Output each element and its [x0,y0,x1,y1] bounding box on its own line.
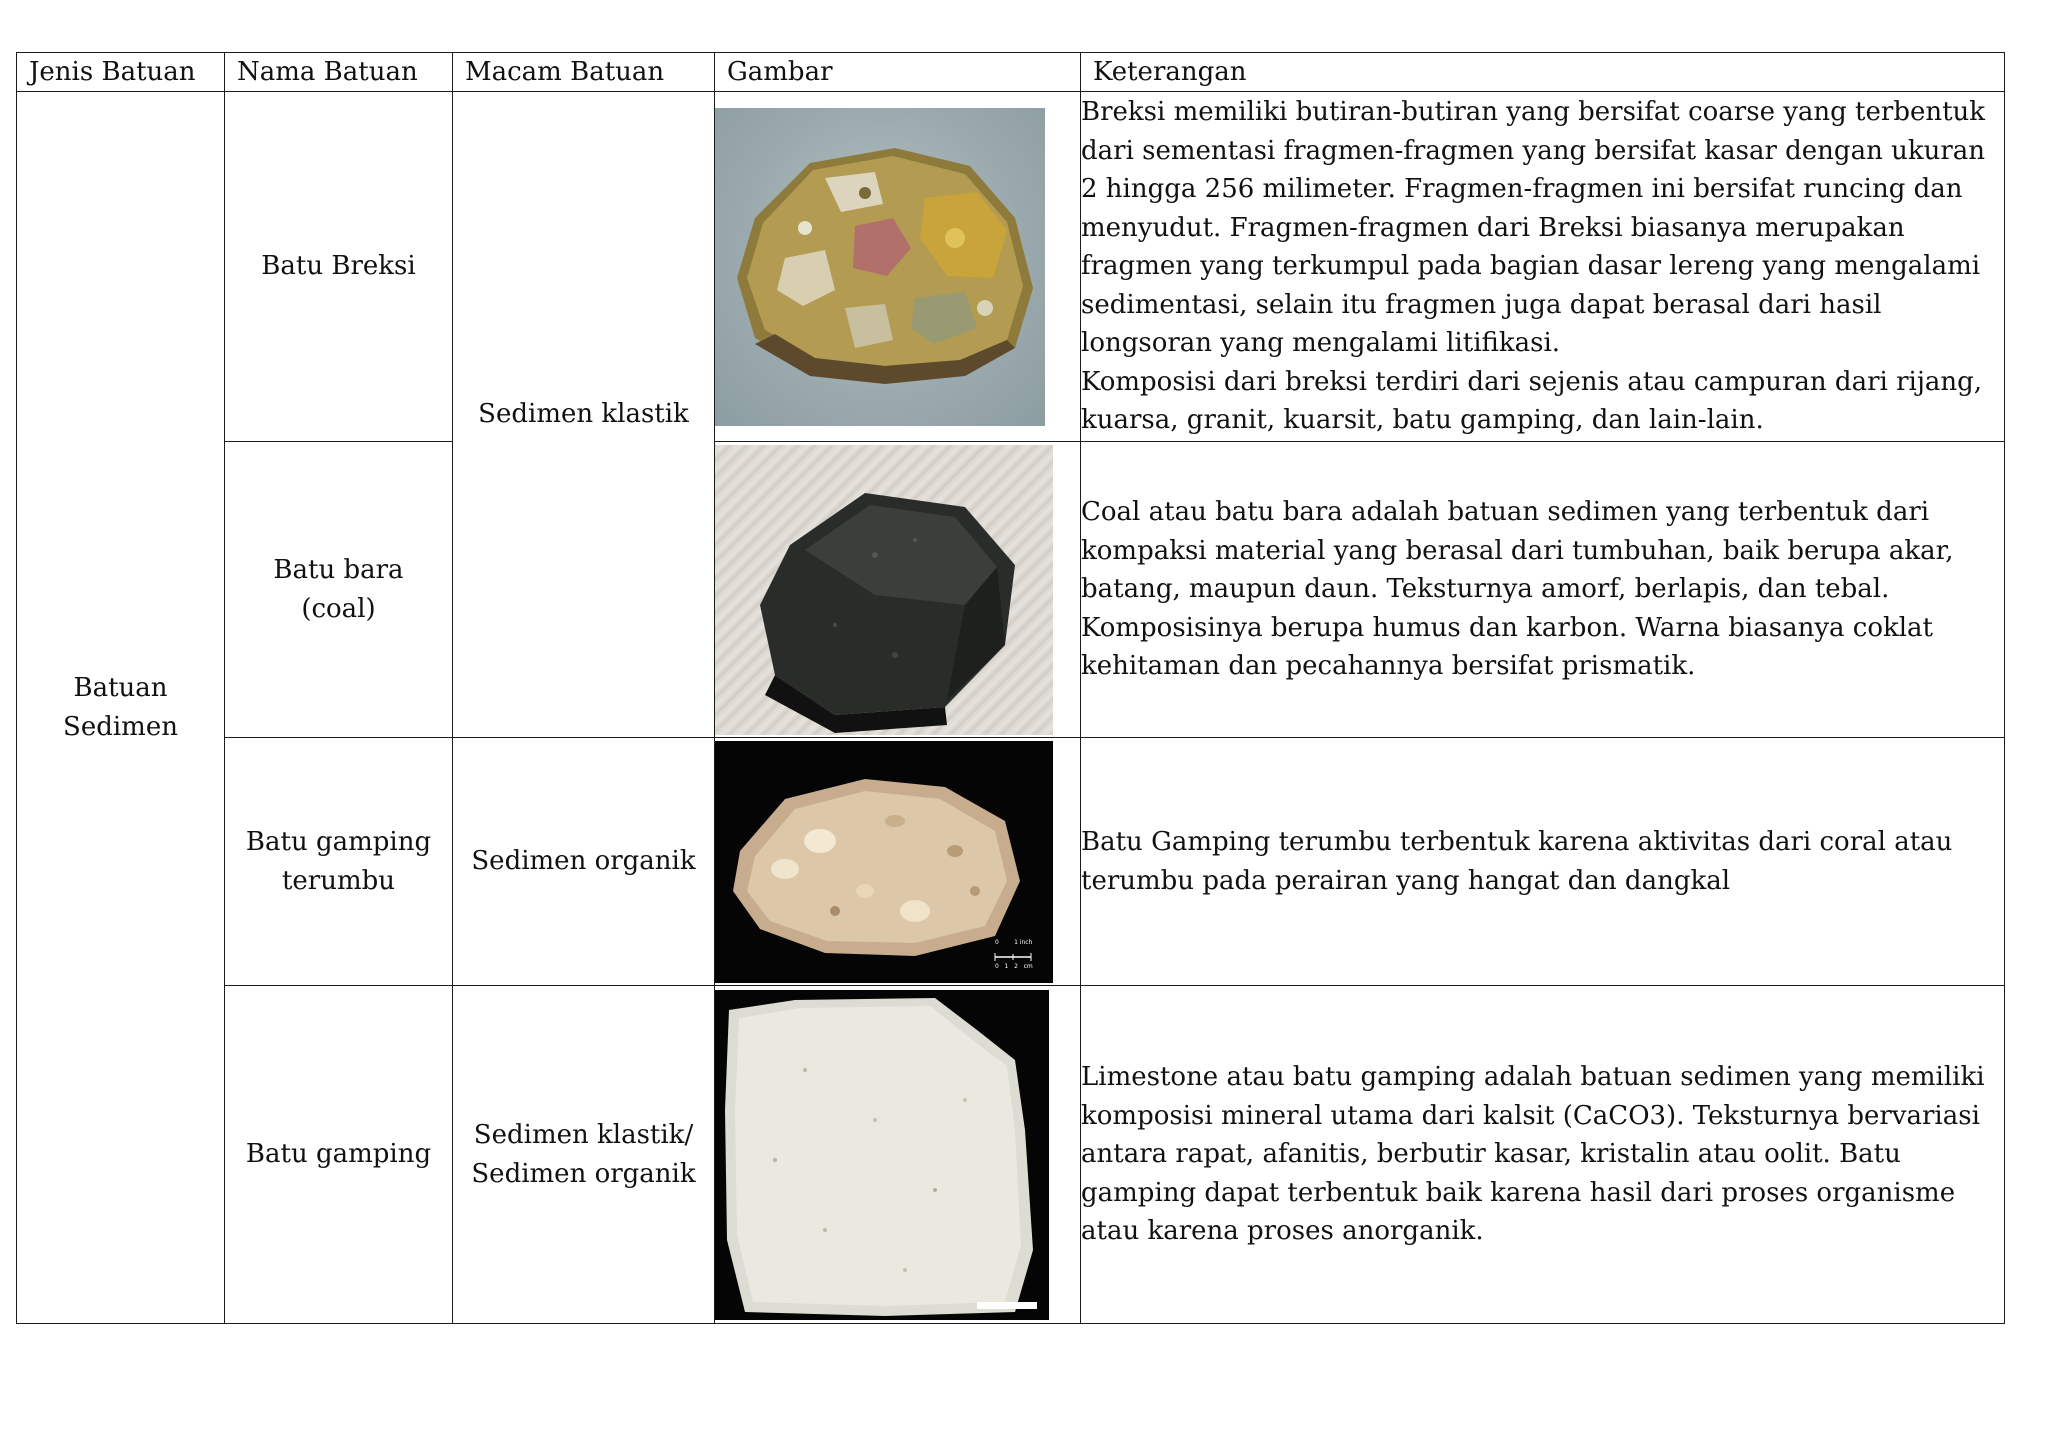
gambar-cell [715,92,1081,442]
nama-batuan-cell [225,442,453,738]
keterangan-text: Coal atau batu bara adalah batuan sedimen yang terbentuk dari kompaksi material yang berasal dari tumbuhan, baik berupa akar, batang, maupun daun. Teksturnya amorf, berlapis, dan tebal. Komposisinya berupa humus dan karbon. Warna biasanya coklat kehitaman dan pecahannya bersifat prismatik. [1081,497,1954,682]
gambar-cell [715,442,1081,738]
keterangan-text-komposisi: Komposisi dari breksi terdiri dari sejenis atau campuran dari rijang, kuarsa, granit, kuarsit, batu gamping, dan lain-lain. [1081,366,1983,436]
limestone-block-photo [715,990,1049,1320]
macam-batuan-label: Sedimen klastik/ [473,1120,694,1150]
keterangan-text: Breksi memiliki butiran-butiran yang bersifat coarse yang terbentuk dari sementasi fragmen-fragmen yang bersifat kasar dengan ukuran 2 hingga 256 milimeter. Fragmen-fragmen ini bersifat runcing dan menyudut. Fragmen-fragmen dari Breksi biasanya merupakan fragmen yang terkumpul pada bagian dasar lereng yang mengalami sedimentasi, selain itu fragmen juga dapat berasal dari hasil longsoran yang mengalami litifikasi. [1081,97,1986,359]
macam-batuan-label: Sedimen klastik [478,399,689,430]
jenis-batuan-cell [17,92,225,1324]
nama-batuan-label: Batu gamping [245,827,432,857]
table-row [17,738,2005,986]
nama-batuan-cell [225,738,453,986]
scale-bar-inch-label: 0 1 inch [995,938,1033,946]
keterangan-cell [1081,738,2005,986]
coral-limestone-photo [715,741,1053,983]
gambar-cell [715,738,1081,986]
header-keterangan: Keterangan [1081,53,2005,92]
header-nama-batuan: Nama Batuan [225,53,453,92]
macam-batuan-cell [453,738,715,986]
rock-classification-table [16,52,2005,1324]
nama-batuan-label-line2: terumbu [281,865,396,896]
keterangan-cell [1081,92,2005,442]
nama-batuan-label: Batu Breksi [261,251,416,282]
table-header-row [17,53,2005,92]
coal-rock-photo [715,445,1053,735]
keterangan-text: Batu Gamping terumbu terbentuk karena aktivitas dari coral atau terumbu pada perairan yang hangat dan dangkal [1081,827,1953,896]
nama-batuan-label: Batu gamping [245,1139,432,1170]
header-gambar: Gambar [715,53,1081,92]
table-row [17,986,2005,1324]
keterangan-cell [1081,442,2005,738]
jenis-batuan-label: Batuan Sedimen [63,673,178,742]
macam-batuan-label-line2: Sedimen organik [471,1158,696,1189]
macam-batuan-cell [453,986,715,1324]
nama-batuan-cell [225,92,453,442]
gambar-cell [715,986,1081,1324]
table-row [17,442,2005,738]
table-row [17,92,2005,442]
header-jenis-batuan: Jenis Batuan [17,53,225,92]
keterangan-cell [1081,986,2005,1324]
breccia-rock-photo [715,108,1045,426]
macam-batuan-cell [453,92,715,738]
nama-batuan-cell [225,986,453,1324]
keterangan-text: Limestone atau batu gamping adalah batuan sedimen yang memiliki komposisi mineral utama dari kalsit (CaCO3). Teksturnya bervariasi antara rapat, afanitis, berbutir kasar, kristalin atau oolit. Batu gamping dapat terbentuk baik karena hasil dari proses organisme atau karena proses anorganik. [1081,1062,1985,1247]
header-macam-batuan: Macam Batuan [453,53,715,92]
nama-batuan-label-line2: (coal) [301,593,376,624]
nama-batuan-label: Batu bara [273,555,404,585]
scale-bar-cm-label: 0 1 2 cm [995,962,1033,970]
macam-batuan-label: Sedimen organik [471,846,696,877]
